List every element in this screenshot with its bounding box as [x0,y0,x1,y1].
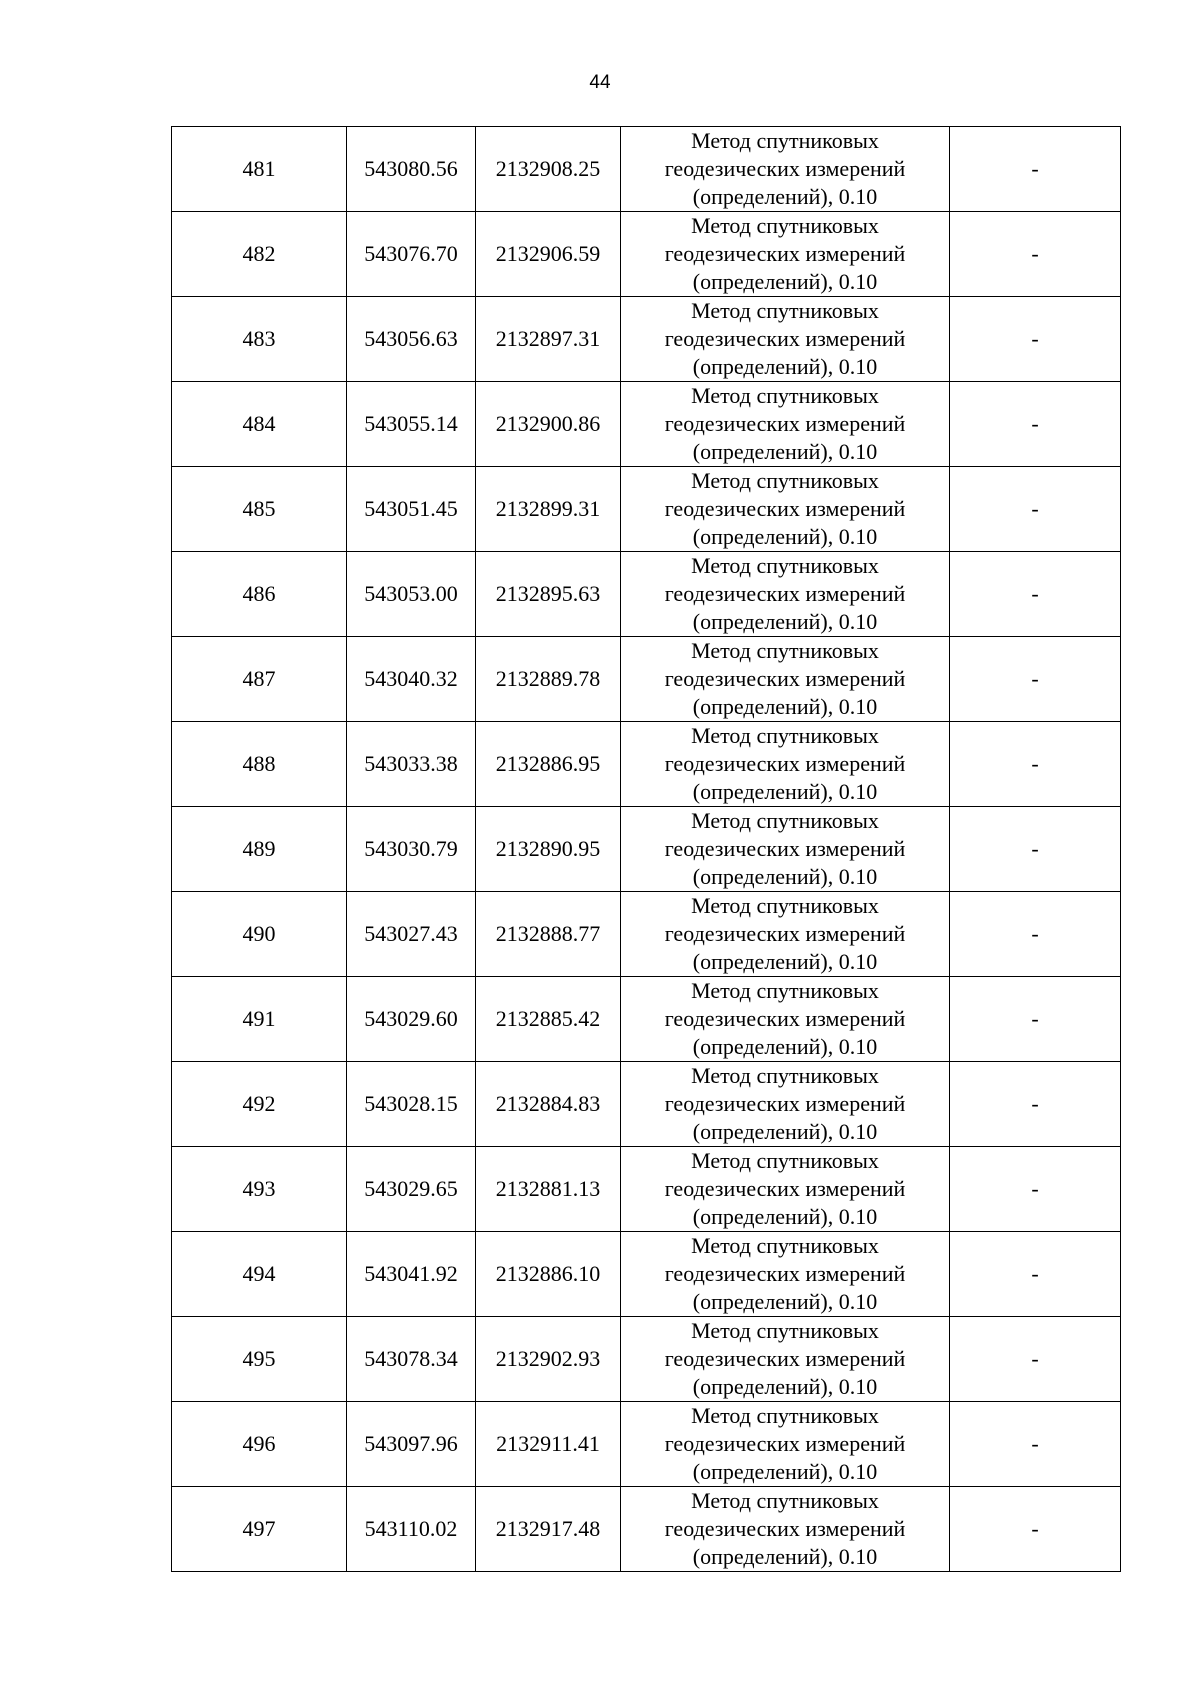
method-cell [621,807,950,892]
method-line: геодезических измерений [664,1261,906,1286]
method-line: геодезических измерений [664,326,906,351]
method-cell [621,892,950,977]
method-cell [621,1487,950,1572]
coordinate-y-cell: 2132906.59 [476,212,621,297]
table-row [172,382,1121,467]
coordinate-x-cell: 543033.38 [347,722,476,807]
point-number-cell: 489 [172,807,347,892]
method-line: геодезических измерений [664,1091,906,1116]
table-row [172,977,1121,1062]
table-row [172,892,1121,977]
point-number-cell: 492 [172,1062,347,1147]
method-line: (определений), 0.10 [692,439,878,464]
table-row [172,1232,1121,1317]
coordinate-y-cell: 2132890.95 [476,807,621,892]
coordinate-y-cell: 2132899.31 [476,467,621,552]
coordinate-x-cell: 543051.45 [347,467,476,552]
point-number-cell: 495 [172,1317,347,1402]
description-cell: - [950,467,1121,552]
coordinate-y-cell: 2132886.10 [476,1232,621,1317]
table-row [172,1487,1121,1572]
method-cell [621,1147,950,1232]
method-line: (определений), 0.10 [692,1459,878,1484]
coordinate-y-cell: 2132888.77 [476,892,621,977]
method-line: Метод спутниковых [691,213,879,238]
table-row [172,467,1121,552]
coordinate-y-cell: 2132897.31 [476,297,621,382]
coordinate-y-cell: 2132885.42 [476,977,621,1062]
method-cell [621,1232,950,1317]
description-cell: - [950,1317,1121,1402]
table-row [172,212,1121,297]
description-cell: - [950,212,1121,297]
point-number-cell: 496 [172,1402,347,1487]
method-line: (определений), 0.10 [692,1034,878,1059]
method-line: (определений), 0.10 [692,1544,878,1569]
coordinate-x-cell: 543053.00 [347,552,476,637]
point-number-cell: 497 [172,1487,347,1572]
method-line: (определений), 0.10 [692,949,878,974]
coordinate-y-cell: 2132911.41 [476,1402,621,1487]
method-cell [621,637,950,722]
coordinate-y-cell: 2132889.78 [476,637,621,722]
method-line: Метод спутниковых [691,1233,879,1258]
method-line: (определений), 0.10 [692,1119,878,1144]
method-cell [621,1402,950,1487]
table-row [172,1317,1121,1402]
point-number-cell: 494 [172,1232,347,1317]
method-line: Метод спутниковых [691,1403,879,1428]
description-cell: - [950,807,1121,892]
coordinate-y-cell: 2132895.63 [476,552,621,637]
coordinate-x-cell: 543110.02 [347,1487,476,1572]
coordinate-y-cell: 2132884.83 [476,1062,621,1147]
method-line: (определений), 0.10 [692,269,878,294]
method-cell [621,212,950,297]
coordinate-x-cell: 543078.34 [347,1317,476,1402]
coordinate-y-cell: 2132900.86 [476,382,621,467]
coordinates-table-body [172,127,1121,1572]
description-cell: - [950,637,1121,722]
coordinate-y-cell: 2132917.48 [476,1487,621,1572]
table-row [172,1062,1121,1147]
point-number-cell: 481 [172,127,347,212]
method-cell [621,1317,950,1402]
method-line: геодезических измерений [664,1431,906,1456]
coordinate-x-cell: 543080.56 [347,127,476,212]
method-cell [621,297,950,382]
method-line: Метод спутниковых [691,128,879,153]
coordinate-x-cell: 543030.79 [347,807,476,892]
method-cell [621,722,950,807]
method-cell [621,977,950,1062]
table-row [172,1147,1121,1232]
coordinate-x-cell: 543041.92 [347,1232,476,1317]
method-line: Метод спутниковых [691,1318,879,1343]
coordinate-x-cell: 543055.14 [347,382,476,467]
coordinate-x-cell: 543076.70 [347,212,476,297]
method-line: (определений), 0.10 [692,779,878,804]
method-cell [621,382,950,467]
point-number-cell: 490 [172,892,347,977]
method-line: геодезических измерений [664,1006,906,1031]
description-cell: - [950,892,1121,977]
method-line: геодезических измерений [664,496,906,521]
point-number-cell: 485 [172,467,347,552]
table-row [172,807,1121,892]
method-line: Метод спутниковых [691,468,879,493]
coordinate-y-cell: 2132886.95 [476,722,621,807]
method-cell [621,467,950,552]
coordinate-x-cell: 543097.96 [347,1402,476,1487]
coordinate-y-cell: 2132881.13 [476,1147,621,1232]
description-cell: - [950,1062,1121,1147]
method-line: Метод спутниковых [691,808,879,833]
method-line: геодезических измерений [664,921,906,946]
table-row [172,552,1121,637]
coordinate-x-cell: 543040.32 [347,637,476,722]
coordinate-y-cell: 2132902.93 [476,1317,621,1402]
method-line: Метод спутниковых [691,893,879,918]
point-number-cell: 486 [172,552,347,637]
coordinates-table [171,126,1121,1572]
coordinate-x-cell: 543029.65 [347,1147,476,1232]
method-line: (определений), 0.10 [692,609,878,634]
description-cell: - [950,1232,1121,1317]
method-line: (определений), 0.10 [692,1204,878,1229]
description-cell: - [950,382,1121,467]
method-line: (определений), 0.10 [692,1374,878,1399]
table-row [172,1402,1121,1487]
coordinate-x-cell: 543028.15 [347,1062,476,1147]
point-number-cell: 491 [172,977,347,1062]
page-number: 44 [589,72,611,93]
description-cell: - [950,977,1121,1062]
description-cell: - [950,127,1121,212]
point-number-cell: 487 [172,637,347,722]
coordinate-x-cell: 543027.43 [347,892,476,977]
method-line: Метод спутниковых [691,1148,879,1173]
method-line: Метод спутниковых [691,383,879,408]
point-number-cell: 483 [172,297,347,382]
coordinate-y-cell: 2132908.25 [476,127,621,212]
description-cell: - [950,1487,1121,1572]
point-number-cell: 484 [172,382,347,467]
method-line: Метод спутниковых [691,1488,879,1513]
method-line: геодезических измерений [664,241,906,266]
method-line: геодезических измерений [664,666,906,691]
table-row [172,127,1121,212]
method-line: геодезических измерений [664,581,906,606]
method-line: (определений), 0.10 [692,524,878,549]
method-line: (определений), 0.10 [692,354,878,379]
point-number-cell: 482 [172,212,347,297]
table-row [172,722,1121,807]
method-line: геодезических измерений [664,751,906,776]
description-cell: - [950,722,1121,807]
method-line: Метод спутниковых [691,723,879,748]
method-line: (определений), 0.10 [692,864,878,889]
coordinate-x-cell: 543029.60 [347,977,476,1062]
coordinate-x-cell: 543056.63 [347,297,476,382]
method-line: геодезических измерений [664,1346,906,1371]
method-line: геодезических измерений [664,1176,906,1201]
method-line: Метод спутниковых [691,1063,879,1088]
method-line: Метод спутниковых [691,978,879,1003]
method-line: (определений), 0.10 [692,1289,878,1314]
method-cell [621,127,950,212]
method-cell [621,1062,950,1147]
point-number-cell: 493 [172,1147,347,1232]
method-line: геодезических измерений [664,411,906,436]
method-line: геодезических измерений [664,1516,906,1541]
table-row [172,637,1121,722]
description-cell: - [950,1402,1121,1487]
method-line: геодезических измерений [664,156,906,181]
method-line: Метод спутниковых [691,553,879,578]
description-cell: - [950,552,1121,637]
table-row [172,297,1121,382]
method-line: Метод спутниковых [691,298,879,323]
method-line: геодезических измерений [664,836,906,861]
method-line: Метод спутниковых [691,638,879,663]
method-line: (определений), 0.10 [692,694,878,719]
method-cell [621,552,950,637]
description-cell: - [950,1147,1121,1232]
point-number-cell: 488 [172,722,347,807]
method-line: (определений), 0.10 [692,184,878,209]
description-cell: - [950,297,1121,382]
